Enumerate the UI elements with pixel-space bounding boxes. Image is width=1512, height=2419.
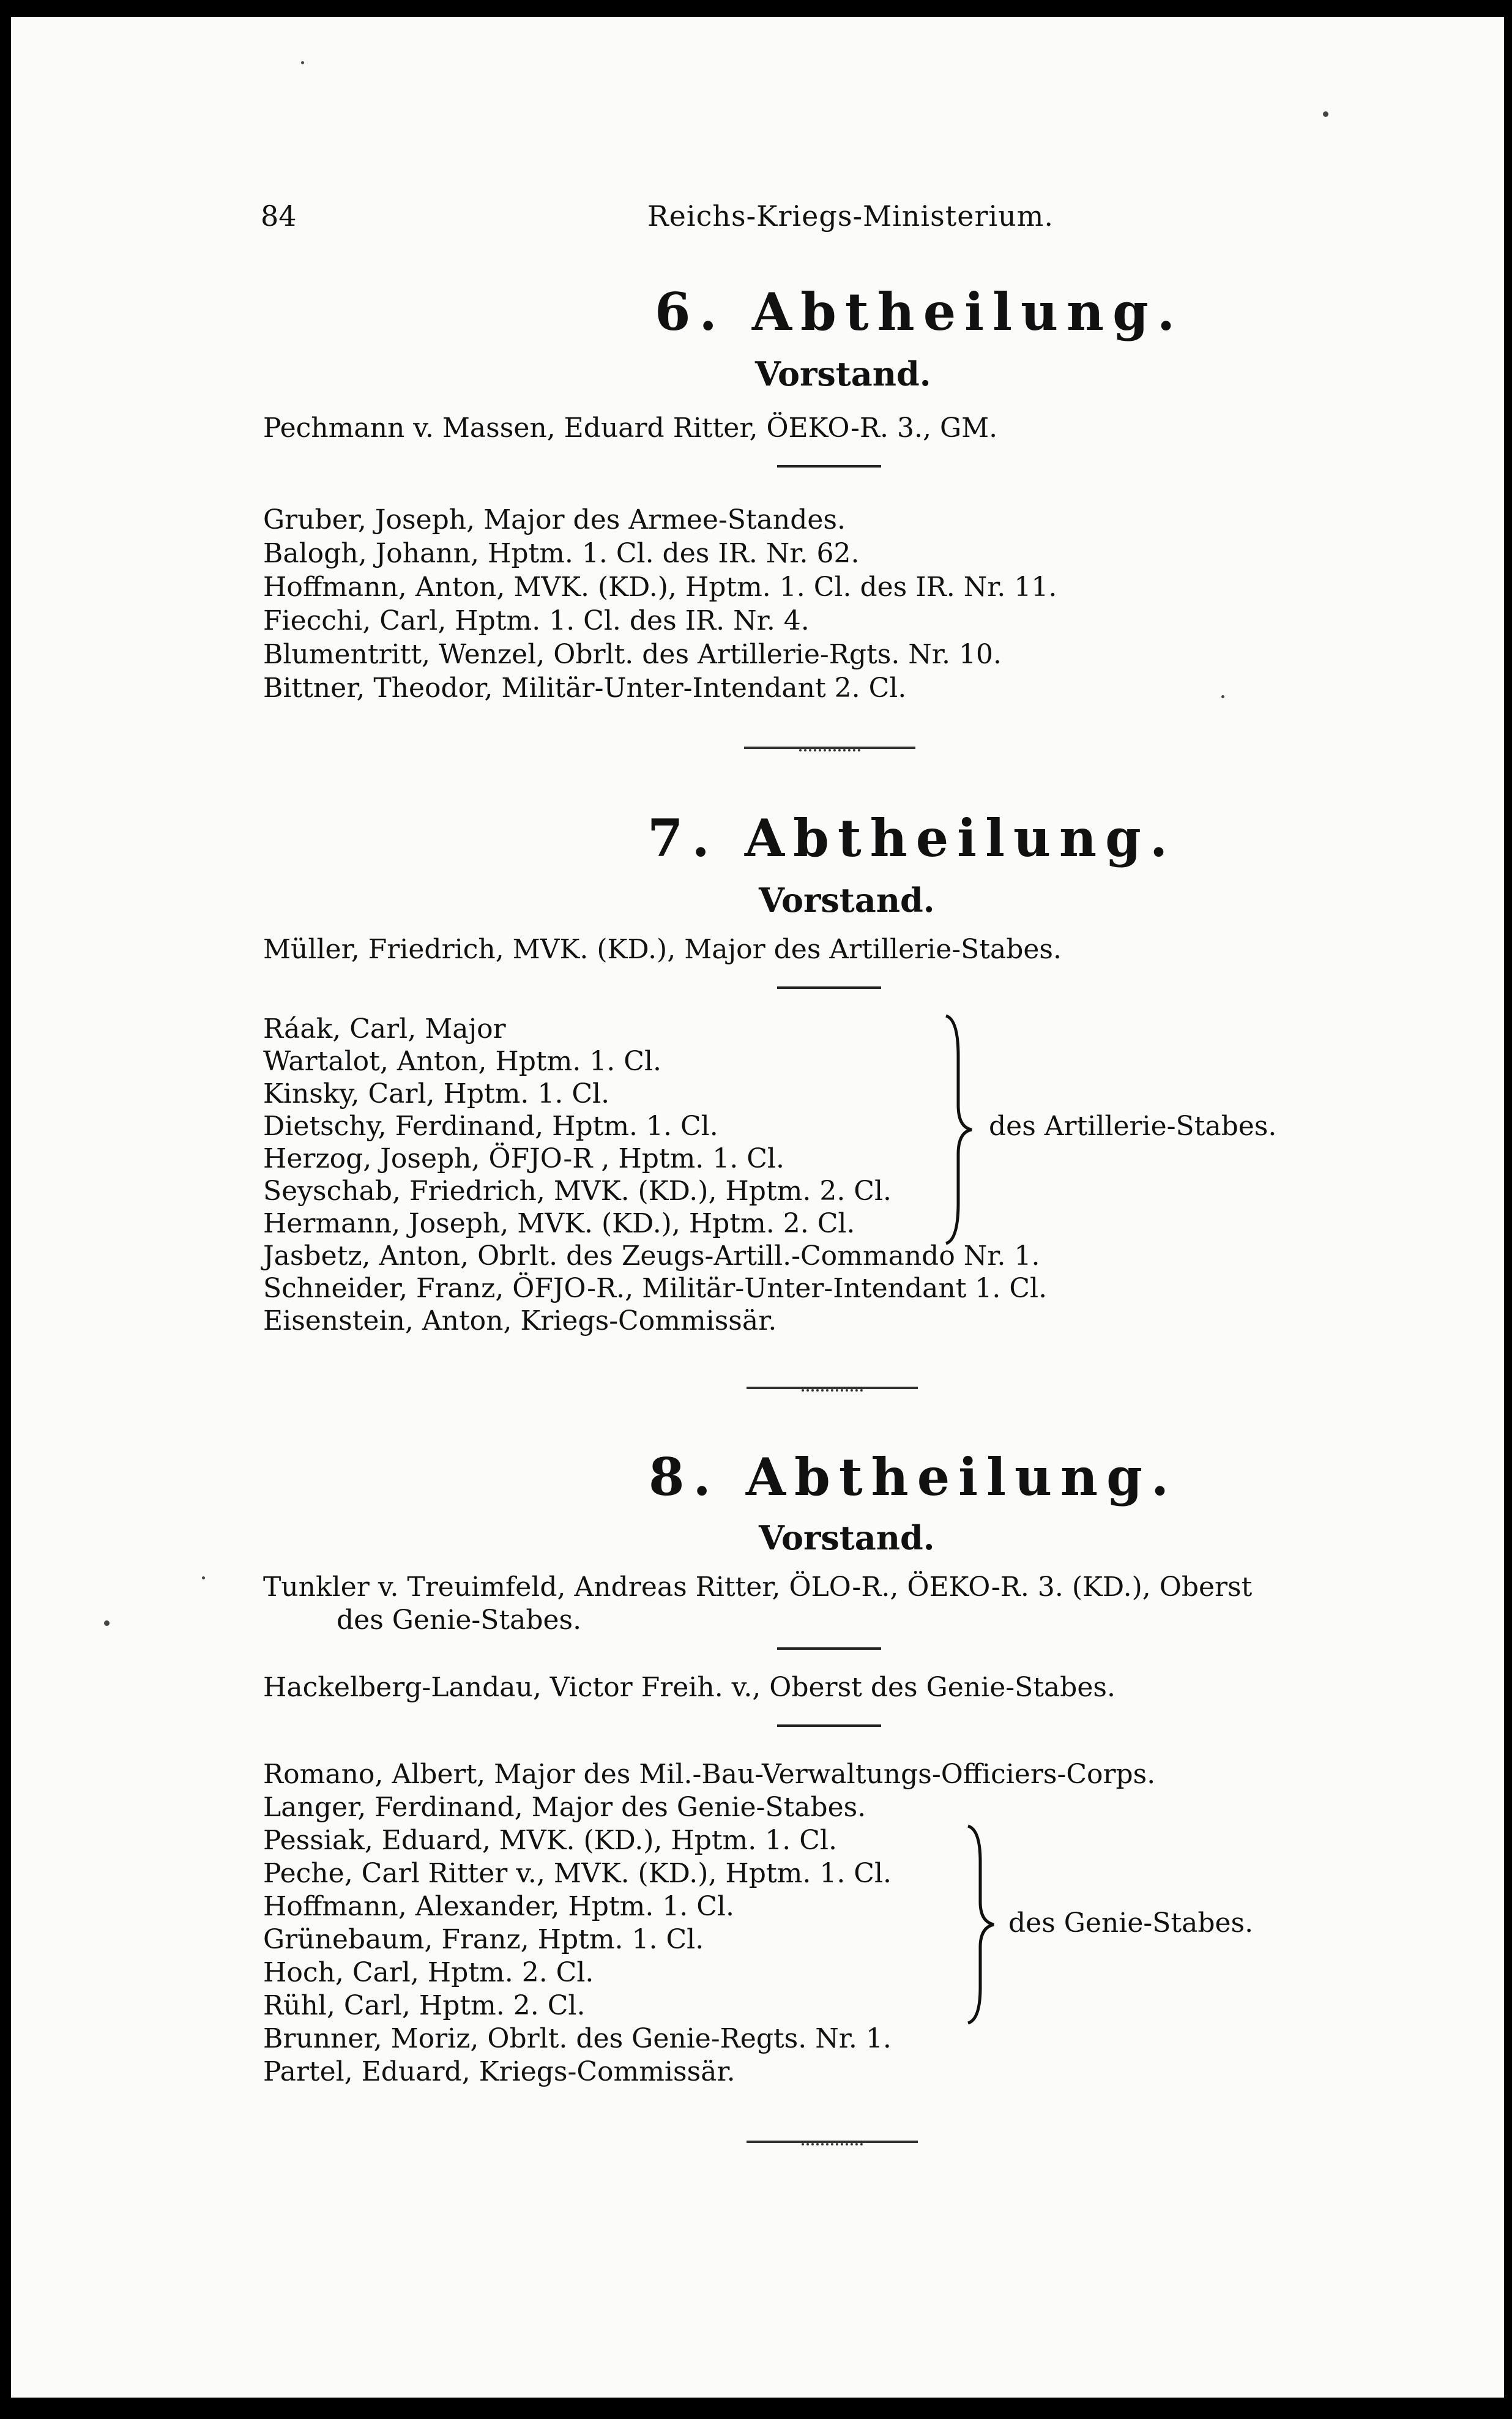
list-item: Wartalot, Anton, Hptm. 1. Cl. xyxy=(263,1046,661,1077)
list-item: Kinsky, Carl, Hptm. 1. Cl. xyxy=(263,1078,610,1109)
section-8-head: Tunkler v. Treuimfeld, Andreas Ritter, ÖLO-R., ÖEKO-R. 3. (KD.), Oberst xyxy=(263,1571,1253,1603)
ornament-divider xyxy=(747,1387,918,1389)
list-item: Gruber, Joseph, Major des Armee-Standes. xyxy=(263,504,846,535)
speck xyxy=(1323,111,1328,117)
list-item: Eisenstein, Anton, Kriegs-Commissär. xyxy=(263,1305,777,1336)
list-item: Blumentritt, Wenzel, Obrlt. des Artillerie-Rgts. Nr. 10. xyxy=(263,639,1002,670)
list-item: Rühl, Carl, Hptm. 2. Cl. xyxy=(263,1990,586,2021)
speck xyxy=(1221,695,1224,698)
section-6-head: Pechmann v. Massen, Eduard Ritter, ÖEKO-R. 3., GM. xyxy=(263,412,998,444)
group-label-artillerie: des Artillerie-Stabes. xyxy=(989,1111,1277,1142)
curly-brace-icon xyxy=(941,1013,978,1246)
list-item: Partel, Eduard, Kriegs-Commissär. xyxy=(263,2056,736,2087)
section-8-head-continued: des Genie-Stabes. xyxy=(337,1605,582,1636)
book-page xyxy=(11,17,1504,2398)
list-item: Hermann, Joseph, MVK. (KD.), Hptm. 2. Cl. xyxy=(263,1208,855,1239)
list-item: Bittner, Theodor, Militär-Unter-Intendant 2. Cl. xyxy=(263,673,907,704)
speck xyxy=(104,1620,110,1626)
list-item: Schneider, Franz, ÖFJO-R., Militär-Unter-Intendant 1. Cl. xyxy=(263,1273,1048,1304)
list-item: Jasbetz, Anton, Obrlt. des Zeugs-Artill.-Commando Nr. 1. xyxy=(263,1240,1040,1272)
list-item: Seyschab, Friedrich, MVK. (KD.), Hptm. 2. Cl. xyxy=(263,1176,892,1207)
list-item: Ráak, Carl, Major xyxy=(263,1013,506,1045)
list-item: Hoffmann, Anton, MVK. (KD.), Hptm. 1. Cl. des IR. Nr. 11. xyxy=(263,572,1057,603)
list-item: Herzog, Joseph, ÖFJO-R , Hptm. 1. Cl. xyxy=(263,1143,784,1174)
section-8-vorstand-label: Vorstand. xyxy=(759,1518,935,1557)
section-8-deputy: Hackelberg-Landau, Victor Freih. v., Oberst des Genie-Stabes. xyxy=(263,1672,1115,1703)
speck xyxy=(301,61,304,64)
section-6-rule xyxy=(777,465,881,468)
list-item: Brunner, Moriz, Obrlt. des Genie-Regts. Nr. 1. xyxy=(263,2023,892,2054)
section-7-rule xyxy=(777,986,881,989)
section-6-vorstand-label: Vorstand. xyxy=(755,354,931,393)
group-label-genie: des Genie-Stabes. xyxy=(1008,1907,1254,1939)
section-7-head: Müller, Friedrich, MVK. (KD.), Major des Artillerie-Stabes. xyxy=(263,934,1062,965)
section-7-vorstand-label: Vorstand. xyxy=(759,881,935,920)
ornament-divider xyxy=(744,747,915,749)
section-8-rule-2 xyxy=(777,1724,881,1727)
page-number: 84 xyxy=(261,199,297,233)
list-item: Peche, Carl Ritter v., MVK. (KD.), Hptm. 1. Cl. xyxy=(263,1858,892,1889)
section-7-title: 7. Abtheilung. xyxy=(647,808,1177,868)
section-8-rule xyxy=(777,1647,881,1650)
list-item: Hoffmann, Alexander, Hptm. 1. Cl. xyxy=(263,1891,734,1922)
list-item: Romano, Albert, Major des Mil.-Bau-Verwaltungs-Officiers-Corps. xyxy=(263,1759,1156,1790)
list-item: Balogh, Johann, Hptm. 1. Cl. des IR. Nr. 62. xyxy=(263,538,860,569)
list-item: Langer, Ferdinand, Major des Genie-Stabes. xyxy=(263,1792,866,1823)
list-item: Grünebaum, Franz, Hptm. 1. Cl. xyxy=(263,1924,704,1955)
curly-brace-icon xyxy=(963,1824,1000,2026)
speck xyxy=(202,1576,205,1579)
list-item: Fiecchi, Carl, Hptm. 1. Cl. des IR. Nr. 4. xyxy=(263,605,810,636)
section-6-title: 6. Abtheilung. xyxy=(655,281,1184,342)
list-item: Hoch, Carl, Hptm. 2. Cl. xyxy=(263,1957,594,1988)
section-8-title: 8. Abtheilung. xyxy=(649,1447,1178,1507)
running-title: Reichs-Kriegs-Ministerium. xyxy=(647,199,1054,233)
list-item: Dietschy, Ferdinand, Hptm. 1. Cl. xyxy=(263,1111,718,1142)
list-item: Pessiak, Eduard, MVK. (KD.), Hptm. 1. Cl. xyxy=(263,1825,837,1856)
ornament-divider xyxy=(747,2141,918,2143)
